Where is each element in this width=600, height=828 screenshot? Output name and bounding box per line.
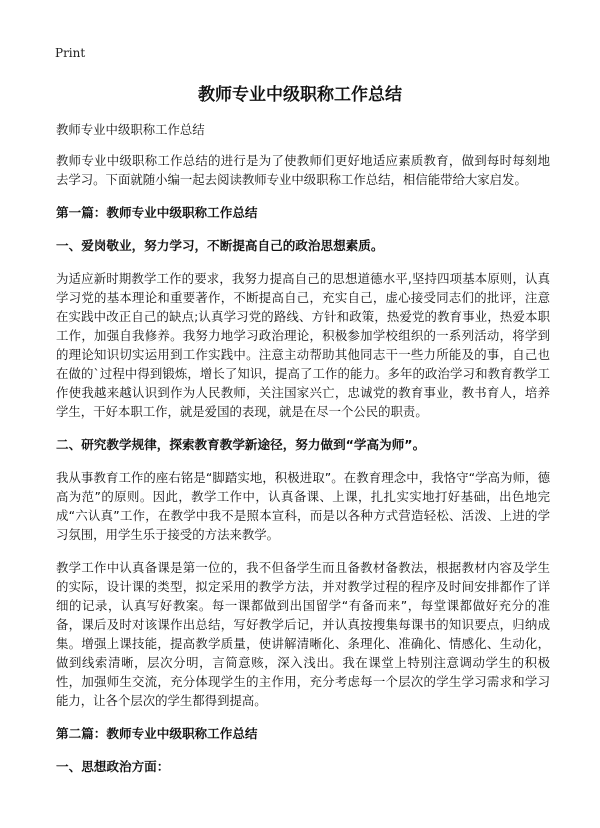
section1-point1-body: 为适应新时期教学工作的要求，我努力提高自己的思想道德水平,坚持四项基本原则，认真学习党的基本理论和重要著作，不断提高自己，充实自己，虚心接受同志们的批评，注意在实践中改正自己的缺点;认真学习党的路线、方针和政策，热爱党的教育事业，热爱本职工作，加强自我修养。我努力地学习政治理论，积极参加学校组织的一系列活动，将学到的理论知识切实运用到工作实践中。注意主动帮助其他同志干一些力所能及的事，自己也在做的`过程中得到锻炼，增长了知识，提高了工作的能力。多年的政治学习和教育教学工作使我越来越认识到作为人民教师，关注国家兴亡，忠诚党的教育事业，教书育人，培养学生，干好本职工作，就是爱国的表现，就是在尽一个公民的职责。 <box>56 271 550 419</box>
section1-point2-para2: 教学工作中认真备课是第一位的，我不但备学生而且备教材备教法，根据教材内容及学生的实际，设计课的类型，拟定采用的教学方法，并对教学过程的程序及时间安排都作了详细的记录，认真写好教案。每一课都做到出国留学“有备而来”，每堂课都做好充分的准备，课后及时对该课作出总结，写好教学后记，并认真按搜集每课书的知识要点，归纳成集。增强上课技能，提高教学质量，使讲解清晰化、条理化、准确化、情感化、生动化，做到线索清晰，层次分明，言简意赅，深入浅出。我在课堂上特别注意调动学生的积极性，加强师生交流，充分体现学生的主作用，充分考虑每一个层次的学生学习需求和学习能力，让各个层次的学生都得到提高。 <box>56 560 550 708</box>
section2-point1-heading: 一、思想政治方面： <box>56 759 170 774</box>
section1-point2-heading: 二、研究教学规律，探索教育教学新途径，努力做到“学高为师”。 <box>56 437 426 452</box>
article-body <box>56 120 550 790</box>
page-title: 教师专业中级职称工作总结 <box>198 85 402 105</box>
print-link[interactable]: Print <box>55 46 86 60</box>
intro-paragraph: 教师专业中级职称工作总结的进行是为了使教师们更好地适应素质教育，做到每时每刻地去学习。下面就随小编一起去阅读教师专业中级职称工作总结，相信能带给大家启发。 <box>56 153 550 187</box>
section2-heading: 第二篇：教师专业中级职称工作总结 <box>56 726 258 741</box>
section1-point2-para1: 我从事教育工作的座右铭是“脚踏实地，积极进取”。在教育理念中，我恪守“学高为师，德高为范”的原则。因此，教学工作中，认真备课、上课，扎扎实实地打好基础，出色地完成“六认真”工作，在教学中我不是照本宣科，而是以各种方式营造轻松、活泼、上进的学习氛围，用学生乐于接受的方法来教学。 <box>56 470 550 542</box>
section1-point1-heading: 一、爱岗敬业，努力学习，不断提高自己的政治思想素质。 <box>56 238 384 253</box>
article-subtitle: 教师专业中级职称工作总结 <box>56 122 205 137</box>
section1-heading: 第一篇：教师专业中级职称工作总结 <box>56 205 258 220</box>
